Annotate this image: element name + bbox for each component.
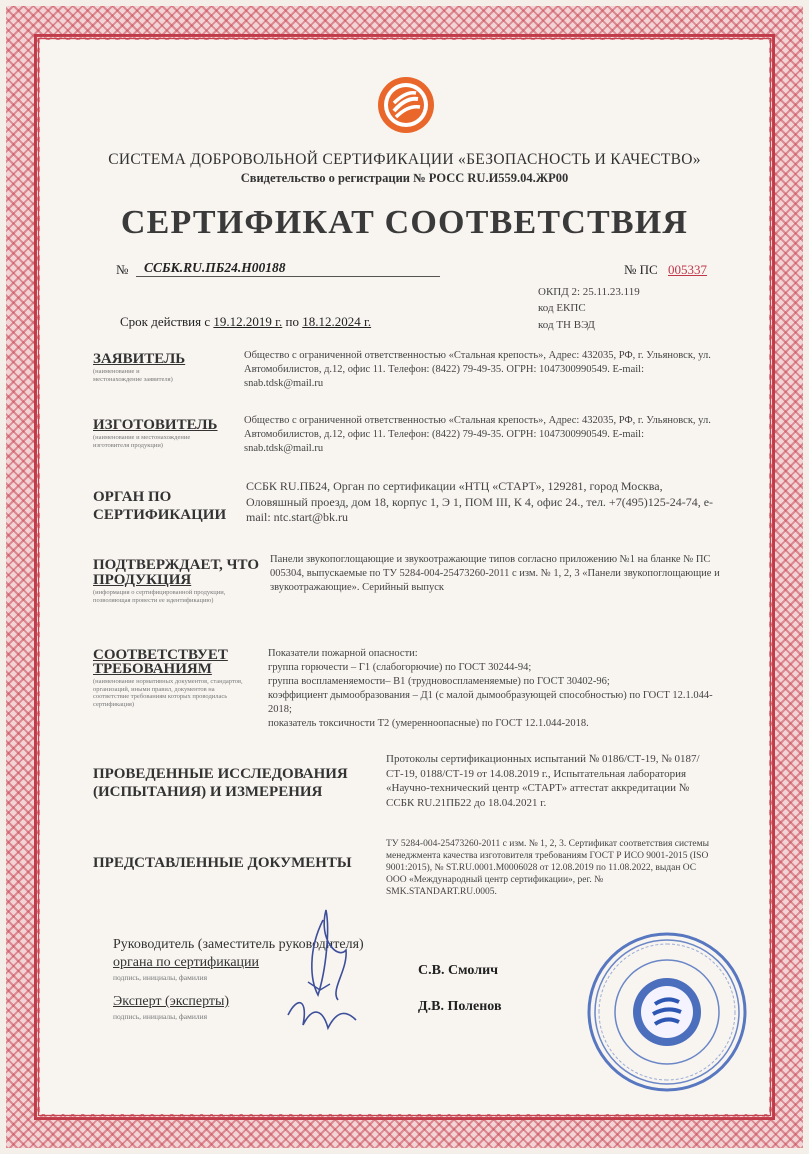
tests-label-2: (ИСПЫТАНИЯ) И ИЗМЕРЕНИЯ xyxy=(93,784,323,800)
form-number: 005337 xyxy=(668,262,707,277)
applicant-text: Общество с ограниченной ответственностью «Стальная крепость», Адрес: 432035, РФ, г. Ульяновск, ул. Автомобилистов, д.12, офис 11. Телефон: (8422) 79-49-35. ОГРН: 1047300990549. E-mail: snab.tdsk@mail.ru xyxy=(244,350,711,389)
tests-text: Протоколы сертификационных испытаний № 0186/СТ-19, № 0187/СТ-19, 0188/СТ-19 от 14.08.2019 г., Испытательная лаборатория «Научно-технический центр «СТАРТ» аттестат аккредитации № ССБК RU.21ПБ22 до 18.04.2021 г. xyxy=(386,753,700,809)
manufacturer-note: (наименование и местонахождение изготовителя продукции) xyxy=(93,434,191,449)
product-label-2: ПРОДУКЦИЯ xyxy=(93,572,192,588)
head-title-line2: органа по сертификации xyxy=(113,955,260,970)
product-label-1: ПОДТВЕРЖДАЕТ, ЧТО xyxy=(93,557,260,573)
manufacturer-label: ИЗГОТОВИТЕЛЬ xyxy=(93,417,218,433)
certificate-number-label: № xyxy=(116,262,129,277)
head-title-line1: Руководитель (заместитель руководителя) xyxy=(113,937,364,952)
requirements-line: группа воспламеняемости– В1 (трудновоспламеняемые) по ГОСТ 30402-96; xyxy=(268,676,610,687)
requirements-label-1: СООТВЕТСТВУЕТ xyxy=(93,647,228,663)
applicant-note: (наименование и местонахождение заявителя) xyxy=(93,368,173,383)
certification-body-label-2: СЕРТИФИКАЦИИ xyxy=(93,507,227,523)
requirements-line: показатель токсичности Т2 (умеренноопасные) по ГОСТ 12.1.044-2018. xyxy=(268,718,589,729)
certification-logo-icon xyxy=(376,75,436,135)
form-number-label: № ПС xyxy=(624,262,658,277)
tests-label-1: ПРОВЕДЕННЫЕ ИССЛЕДОВАНИЯ xyxy=(93,766,348,782)
organization-stamp xyxy=(585,930,749,1094)
okpd-code: ОКПД 2: 25.11.23.119 xyxy=(538,286,640,298)
expert-title: Эксперт (эксперты) xyxy=(113,994,230,1009)
requirements-line: Показатели пожарной опасности: xyxy=(268,648,418,659)
valid-to: 18.12.2024 г. xyxy=(302,314,372,329)
documents-text: ТУ 5284-004-25473260-2011 с изм. № 1, 2, 3. Сертификат соответствия системы менеджмента качества изготовителя требованиям ГОСТ Р ИСО 9001-2015 (ISO 9001:2015), № ST.RU.0001.M0006028 от 12.08.2019 по 11.08.2022, выдан ОС ООО «Международный центр сертификации», рег. № SMK.STANDART.RU.0005. xyxy=(386,839,710,897)
applicant-label: ЗАЯВИТЕЛЬ xyxy=(93,351,186,367)
expert-name: Д.В. Поленов xyxy=(418,999,502,1014)
registration-number: Свидетельство о регистрации № РОСС RU.И559.04.ЖР00 xyxy=(240,171,569,185)
certificate-title: СЕРТИФИКАТ СООТВЕТСТВИЯ xyxy=(120,204,689,241)
certification-body-text: ССБК RU.ПБ24, Орган по сертификации «НТЦ «СТАРТ», 129281, город Москва, Оловяшный проезд, дом 18, корпус 1, Э 1, ПОМ III, К 4, офис 24., тел. +7(495)125-24-74, e-mail: ntc.start@bk.ru xyxy=(246,479,714,524)
handwritten-signature xyxy=(268,900,378,1040)
ekps-code: код ЕКПС xyxy=(538,302,586,314)
requirements-line: коэффициент дымообразования – Д1 (с малой дымообразующей способностью) по ГОСТ 12.1.044-2018; xyxy=(268,690,713,715)
validity-period xyxy=(120,314,371,330)
head-name: С.В. Смолич xyxy=(418,963,499,978)
product-note: (информация о сертифицированной продукции, позволяющая провести ее идентификацию) xyxy=(93,589,226,604)
valid-from: 19.12.2019 г. xyxy=(213,314,283,329)
tnved-code: код ТН ВЭД xyxy=(538,319,595,331)
requirements-text xyxy=(268,647,724,731)
requirements-note: (наименование нормативных документов, стандартов, организаций, иными правил, документов на соответствие требованиям которых проводилась сертификация) xyxy=(93,678,243,708)
validity-mid: по xyxy=(285,314,299,329)
head-signature-note: подпись, инициалы, фамилия xyxy=(113,973,208,982)
validity-prefix: Срок действия с xyxy=(120,314,211,329)
certificate-number: ССБК.RU.ПБ24.Н00188 xyxy=(136,260,440,277)
product-text: Панели звукопоглощающие и звукоотражающие типов согласно приложению №1 на бланке № ПС 005304, выпускаемые по ТУ 5284-004-25473260-2011 с изм. № 1, 2, 3 «Панели звукопоглощающие и звукоотражающие». Серийный выпуск xyxy=(270,554,720,593)
system-name: СИСТЕМА ДОБРОВОЛЬНОЙ СЕРТИФИКАЦИИ «БЕЗОПАСНОСТЬ И КАЧЕСТВО» xyxy=(108,151,701,168)
requirements-line: группа горючести – Г1 (слабогорючие) по ГОСТ 30244-94; xyxy=(268,662,532,673)
certification-body-label-1: ОРГАН ПО xyxy=(93,489,172,505)
requirements-label-2: ТРЕБОВАНИЯМ xyxy=(93,661,212,677)
documents-label: ПРЕДСТАВЛЕННЫЕ ДОКУМЕНТЫ xyxy=(93,855,352,871)
manufacturer-text: Общество с ограниченной ответственностью «Стальная крепость», Адрес: 432035, РФ, г. Ульяновск, ул. Автомобилистов, д.12, офис 11. Телефон: (8422) 79-49-35. ОГРН: 1047300990549. E-mail: snab.tdsk@mail.ru xyxy=(244,415,711,454)
expert-signature-note: подпись, инициалы, фамилия xyxy=(113,1012,208,1021)
